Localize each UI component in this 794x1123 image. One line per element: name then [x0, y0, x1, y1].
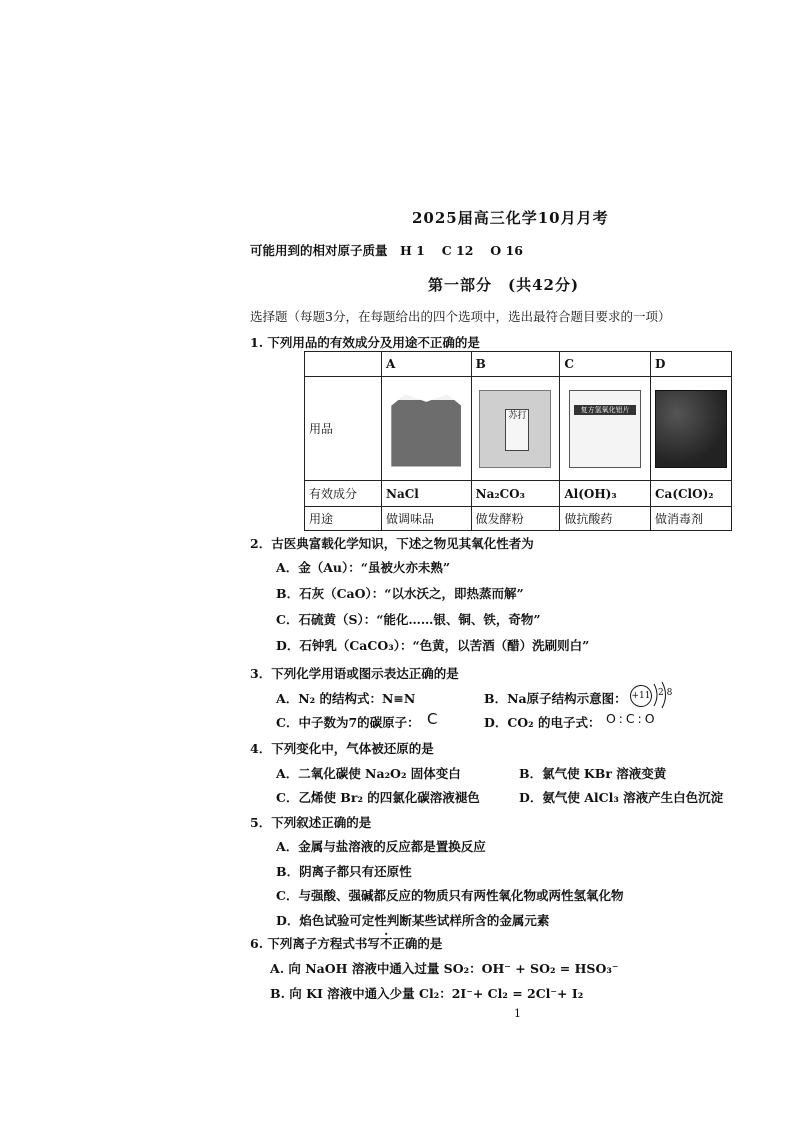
question-4-stem: 4．下列变化中，气体被还原的是 [250, 741, 434, 756]
disinfectant-image [655, 390, 727, 468]
table-row-use [305, 507, 732, 531]
question-6-stem [250, 934, 442, 952]
q3-option-c: C．中子数为7的碳原子： [276, 715, 420, 730]
q4-option-c: C．乙烯使 Br₂ 的四氯化碳溶液褪色 [276, 790, 480, 805]
q6-stem-suffix: 正确的是 [392, 936, 443, 951]
q4-option-d: D．氨气使 AlCl₃ 溶液产生白色沉淀 [519, 790, 724, 805]
row-label-use: 用途 [305, 507, 382, 531]
use-c: 做抗酸药 [560, 507, 651, 531]
antacid-label: 复方氢氧化铝片 [574, 405, 636, 415]
table-header-b: B [471, 352, 560, 377]
q2-option-d: D．石钟乳（CaCO₃）：“色黄，以苦酒（醋）洗刷则白” [276, 638, 590, 653]
q6-stem-prefix: 6. 下列离子方程式书写 [250, 936, 380, 951]
q6-option-a: A. 向 NaOH 溶液中通入过量 SO₂：OH⁻ + SO₂ = HSO₃⁻ [270, 961, 619, 976]
q5-option-b: B．阴离子都只有还原性 [276, 864, 412, 879]
section-heading: 第一部分 (共42分) [428, 276, 580, 294]
item-image-a [382, 377, 472, 481]
salt-package-image [391, 391, 461, 467]
component-c: Al(OH)₃ [560, 481, 651, 507]
table-header-d: D [651, 352, 732, 377]
row-label-component: 有效成分 [305, 481, 382, 507]
q5-option-a: A．金属与盐溶液的反应都是置换反应 [276, 839, 486, 854]
table-row-component [305, 481, 732, 507]
item-image-d [651, 377, 732, 481]
question-1-stem: 1. 下列用品的有效成分及用途不正确的是 [250, 335, 480, 350]
question-2-stem: 2．古医典富载化学知识，下述之物见其氧化性者为 [250, 536, 534, 551]
table-cell [305, 352, 382, 377]
table-header-c: C [560, 352, 651, 377]
component-a: NaCl [382, 481, 472, 507]
use-a: 做调味品 [382, 507, 472, 531]
q5-option-c: C．与强酸、强碱都反应的物质只有两性氧化物或两性氢氧化物 [276, 888, 624, 903]
soda-label: 苏打 [505, 409, 529, 451]
q6-stem-emphasis: 不 [379, 936, 393, 951]
page-number: 1 [514, 1007, 521, 1020]
item-image-b [471, 377, 560, 481]
co2-electron-formula: O:C:O [606, 711, 658, 726]
q1-table [304, 351, 732, 531]
use-d: 做消毒剂 [651, 507, 732, 531]
carbon-symbol: C [427, 710, 438, 728]
exam-title: 2025届高三化学10月月考 [412, 209, 609, 227]
q4-option-b: B．氯气使 KBr 溶液变黄 [519, 766, 667, 781]
q2-option-a: A．金（Au）：“虽被火亦未熟” [276, 560, 451, 575]
antacid-package-image [569, 390, 641, 468]
q2-option-b: B．石灰（CaO）：“以水沃之，即热蒸而解” [276, 586, 524, 601]
component-b: Na₂CO₃ [471, 481, 560, 507]
table-row-item [305, 377, 732, 481]
section-instructions: 选择题（每题3分，在每题给出的四个选项中，选出最符合题目要求的一项） [250, 309, 671, 324]
component-d: Ca(ClO)₂ [651, 481, 732, 507]
q3-option-a: A．N₂ 的结构式：N≡N [276, 691, 416, 706]
row-label-item: 用品 [305, 377, 382, 481]
q3-option-d: D．CO₂ 的电子式： [484, 715, 601, 730]
q2-option-c: C．石硫黄（S）：“能化……银、铜、铁，奇物” [276, 612, 541, 627]
soda-package-image [479, 390, 551, 468]
q3-option-b: B．Na原子结构示意图： [484, 691, 627, 706]
q6-option-b: B. 向 KI 溶液中通入少量 Cl₂：2I⁻+ Cl₂ = 2Cl⁻+ I₂ [270, 986, 584, 1001]
q4-option-a: A．二氧化碳使 Na₂O₂ 固体变白 [276, 766, 461, 781]
q5-option-d: D．焰色试验可定性判断某些试样所含的金属元素 [276, 913, 550, 928]
na-shell-electrons: 2 8 [658, 688, 673, 698]
use-b: 做发酵粉 [471, 507, 560, 531]
table-header-a: A [382, 352, 472, 377]
item-image-c [560, 377, 651, 481]
na-nucleus-circle: +11 [630, 685, 652, 707]
table-header-row [305, 352, 732, 377]
question-3-stem: 3．下列化学用语或图示表达正确的是 [250, 666, 459, 681]
question-5-stem: 5．下列叙述正确的是 [250, 815, 372, 830]
atomic-mass-line: 可能用到的相对原子质量 H 1 C 12 O 16 [250, 243, 523, 258]
